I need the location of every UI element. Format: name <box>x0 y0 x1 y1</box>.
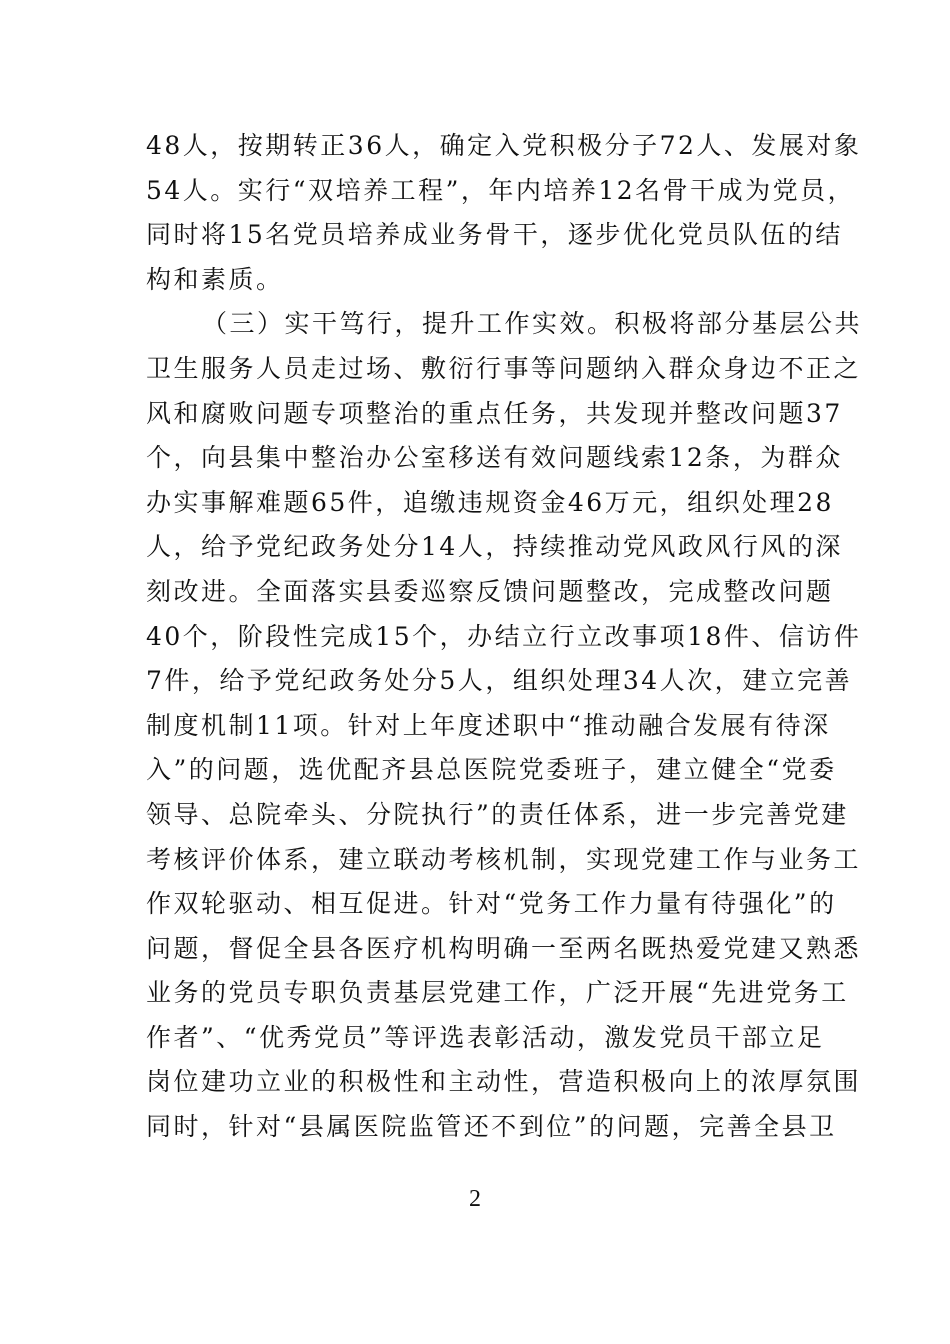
text-line-13: 7件，给予党纪政务处分5人，组织处理34人次，建立完善 <box>146 666 853 696</box>
text-line-9: 办实事解难题65件，追缴违规资金46万元，组织处理28 <box>146 487 834 517</box>
text-line-3: 同时将15名党员培养成业务骨干，逐步优化党员队伍的结 <box>146 220 843 250</box>
text-line-23: 同时，针对“县属医院监管还不到位”的问题，完善全县卫 <box>146 1112 837 1142</box>
text-line-17: 考核评价体系，建立联动考核机制，实现党建工作与业务工 <box>146 844 862 874</box>
text-line-2: 54人。实行“双培养工程”，年内培养12名骨干成为党员， <box>146 175 856 205</box>
text-line-16: 领导、总院牵头、分院执行”的责任体系，进一步完善党建 <box>146 799 849 829</box>
text-line-19: 问题，督促全县各医疗机构明确一至两名既热爱党建又熟悉 <box>146 933 862 963</box>
text-line-10: 人，给予党纪政务处分14人，持续推动党风政风行风的深 <box>146 532 843 562</box>
text-line-11: 刻改进。全面落实县委巡察反馈问题整改，完成整改问题 <box>146 576 834 606</box>
text-line-15: 入”的问题，选优配齐县总医院党委班子，建立健全“党委 <box>146 755 837 785</box>
page-number: 2 <box>469 1186 481 1212</box>
text-line-22: 岗位建功立业的积极性和主动性，营造积极向上的浓厚氛围 <box>146 1067 862 1097</box>
body-text <box>146 124 863 1150</box>
text-line-8: 个，向县集中整治办公室移送有效问题线索12条，为群众 <box>146 443 843 473</box>
text-line-12: 40个，阶段性完成15个，办结立行立改事项18件、信访件 <box>146 621 862 651</box>
text-line-20: 业务的党员专职负责基层党建工作，广泛开展“先进党务工 <box>146 978 849 1008</box>
text-line-6: 卫生服务人员走过场、敷衍行事等问题纳入群众身边不正之 <box>146 353 862 383</box>
text-line-7: 风和腐败问题专项整治的重点任务，共发现并整改问题37 <box>146 398 843 428</box>
text-line-21: 作者”、“优秀党员”等评选表彰活动，激发党员干部立足 <box>146 1022 825 1052</box>
text-line-1: 48人，按期转正36人，确定入党积极分子72人、发展对象 <box>146 131 862 160</box>
text-line-4: 构和素质。 <box>146 264 284 294</box>
text-line-14: 制度机制11项。针对上年度述职中“推动融合发展有待深 <box>146 710 831 740</box>
text-line-18: 作双轮驱动、相互促进。针对“党务工作力量有待强化”的 <box>146 889 837 919</box>
section-heading-line: （三）实干笃行，提升工作实效。积极将部分基层公共 <box>202 309 863 339</box>
